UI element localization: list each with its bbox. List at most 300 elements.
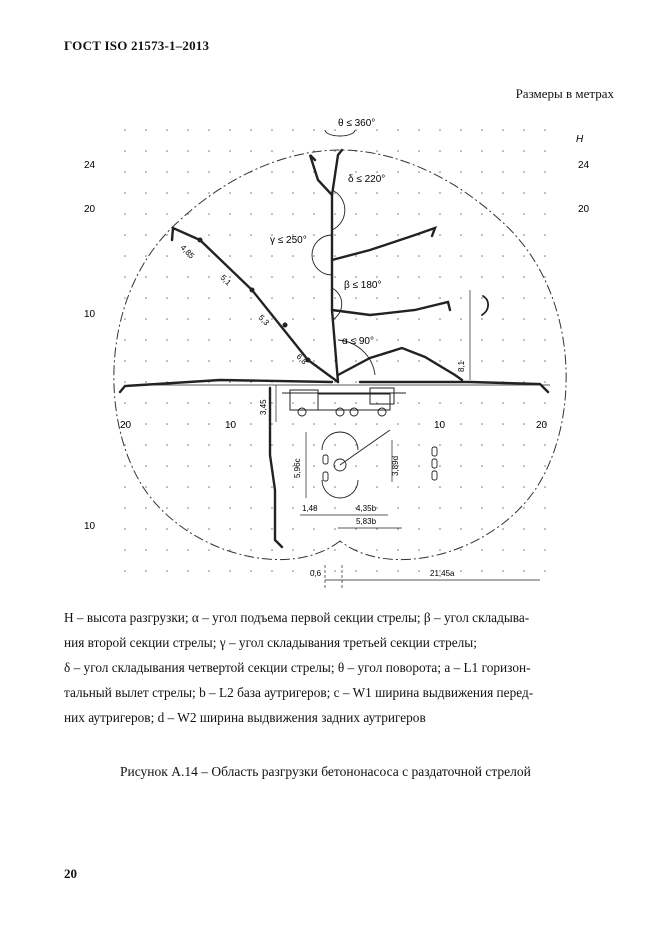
grid-dot [502,276,504,278]
grid-dot [355,276,357,278]
grid-dot [334,129,336,131]
grid-dot [523,192,525,194]
grid-dot [292,528,294,530]
grid-dot [145,444,147,446]
grid-dot [208,339,210,341]
grid-dot [481,276,483,278]
grid-dot [334,423,336,425]
grid-dot [523,297,525,299]
grid-dot [439,486,441,488]
grid-dot [124,507,126,509]
grid-dot [502,213,504,215]
grid-dot [376,444,378,446]
grid-dot [376,486,378,488]
grid-dot [544,276,546,278]
grid-dot [481,150,483,152]
grid-dot [229,549,231,551]
grid-dot [166,276,168,278]
grid-dot [187,402,189,404]
grid-dot [208,276,210,278]
grid-dot [418,318,420,320]
grid-dot [208,486,210,488]
grid-dot [187,339,189,341]
grid-dot [376,213,378,215]
gamma-label: γ ≤ 250° [270,235,307,246]
grid-dot [208,255,210,257]
grid-dot [250,486,252,488]
grid-dot [250,444,252,446]
grid-dot [292,213,294,215]
grid-dot [124,402,126,404]
grid-dot [187,507,189,509]
grid-dot [502,318,504,320]
grid-dot [523,129,525,131]
grid-dot [124,297,126,299]
grid-dot [523,318,525,320]
grid-dot [250,255,252,257]
grid-dot [250,402,252,404]
grid-dot [250,297,252,299]
grid-dot [313,528,315,530]
grid-dot [397,444,399,446]
grid-dot [502,360,504,362]
grid-dot [460,507,462,509]
grid-dot [460,129,462,131]
grid-dot [208,192,210,194]
grid-dot [523,444,525,446]
grid-dot [124,339,126,341]
grid-dot [292,150,294,152]
grid-dot [502,507,504,509]
grid-dot [187,192,189,194]
grid-dot [166,297,168,299]
grid-dot [418,360,420,362]
grid-dot [460,444,462,446]
boom-gamma [332,228,435,260]
grid-dot [544,129,546,131]
grid-dot [502,549,504,551]
grid-dot [250,276,252,278]
grid-dot [397,297,399,299]
boom-sec-485: 4,85 [178,243,196,261]
grid-dot [313,549,315,551]
grid-dot [292,570,294,572]
grid-dot [439,255,441,257]
grid-dot [355,381,357,383]
boom-diagonal [172,228,338,382]
grid-dot [208,528,210,530]
figure-legend [64,605,614,730]
grid-dot [355,171,357,173]
dim-2145: 21,45a [430,569,455,578]
dim-583: 5,83b [356,517,377,526]
grid-dot [187,297,189,299]
grid-dot [502,465,504,467]
dim-148: 1,48 [302,504,318,513]
grid-dot [187,444,189,446]
grid-dot [460,423,462,425]
grid-dot [544,234,546,236]
grid-dot [481,465,483,467]
grid-dot [271,297,273,299]
dim-345: 3,45 [259,399,268,415]
theta-label: θ ≤ 360° [338,118,376,129]
grid-dot [313,276,315,278]
grid-dot [502,297,504,299]
grid-dot [544,402,546,404]
grid-dot [250,549,252,551]
grid-dot [187,570,189,572]
grid-dot [250,129,252,131]
grid-dot [124,528,126,530]
grid-dot [229,192,231,194]
grid-dot [376,234,378,236]
grid-dot [460,528,462,530]
grid-dot [271,255,273,257]
grid-dot [544,486,546,488]
grid-dot [376,465,378,467]
grid-dot [145,486,147,488]
grid-dot [313,339,315,341]
grid-dot [481,444,483,446]
grid-dot [145,150,147,152]
dim-435: 4,35b [356,504,377,513]
grid-dot [376,318,378,320]
grid-dot [124,192,126,194]
grid-dot [418,549,420,551]
grid-dot [502,171,504,173]
left-tick-20: 20 [84,204,96,215]
left-tick-10-down: 10 [84,521,96,532]
grid-dot [397,507,399,509]
grid-dot [145,213,147,215]
grid-dot [208,444,210,446]
grid-dot [481,360,483,362]
grid-dot [187,423,189,425]
legend-line: δ – угол складывания четвертой секции стрелы; θ – угол поворота; a – L1 горизон- [64,660,531,675]
grid-dot [523,528,525,530]
grid-dot [145,297,147,299]
grid-dot [502,150,504,152]
grid-dot [397,276,399,278]
grid-dot [502,528,504,530]
grid-dot [229,318,231,320]
grid-dot [376,192,378,194]
legend-line: тальный вылет стрелы; b – L2 база аутригеров; c – W1 ширина выдвижения перед- [64,685,534,700]
grid-dot [208,549,210,551]
boom-sec-68: 6,8 [294,352,309,367]
grid-dot [145,507,147,509]
grid-dot [187,150,189,152]
grid-dot [355,360,357,362]
grid-dot [145,129,147,131]
grid-dot [145,381,147,383]
grid-dot [229,339,231,341]
grid-dot [124,486,126,488]
boom-alpha [338,348,462,380]
grid-dot [544,444,546,446]
grid-dot [397,486,399,488]
grid-dot [271,423,273,425]
grid-dot [460,255,462,257]
left-tick-10-up: 10 [84,309,96,320]
dim-389: 3,89d [391,455,400,476]
grid-dot [271,486,273,488]
grid-dot [124,234,126,236]
grid-dot [187,549,189,551]
grid-dot [292,171,294,173]
grid-dot [208,318,210,320]
grid-dot [271,570,273,572]
grid-dot [376,423,378,425]
grid-dot [481,192,483,194]
grid-dot [271,318,273,320]
grid-dot [439,297,441,299]
h-axis-label: H [576,134,584,145]
grid-dot [439,465,441,467]
grid-dot [460,486,462,488]
grid-dot [418,255,420,257]
grid-dot [313,465,315,467]
grid-dot [124,465,126,467]
grid-dot [187,528,189,530]
grid-dot [544,507,546,509]
grid-dot [355,192,357,194]
grid-dot [544,171,546,173]
grid-dot [145,549,147,551]
grid-dot [481,129,483,131]
grid-dot [544,339,546,341]
grid-dot [166,423,168,425]
grid-dot [376,276,378,278]
grid-dot [523,339,525,341]
grid-dot [460,570,462,572]
grid-dot [271,549,273,551]
grid-dot [166,528,168,530]
grid-dot [250,360,252,362]
grid-dot [229,381,231,383]
grid-dot [229,129,231,131]
grid-dot [376,360,378,362]
grid-dot [313,213,315,215]
grid-dot [145,423,147,425]
grid-dot [208,150,210,152]
grid-dot [208,360,210,362]
grid-dot [523,549,525,551]
grid-dot [481,570,483,572]
boom-positions [120,150,548,547]
grid-dot [334,486,336,488]
grid-dot [502,486,504,488]
grid-dot [397,339,399,341]
figure-caption: Рисунок А.14 – Область разгрузки бетононасоса с раздаточной стрелой [120,764,531,779]
grid-dot [166,507,168,509]
delta-arc [332,190,345,230]
grid-dot [523,360,525,362]
grid-dot [271,276,273,278]
grid-dot [544,549,546,551]
grid-dot [124,381,126,383]
grid-dot [250,234,252,236]
grid-dot [481,234,483,236]
grid-dot [523,423,525,425]
grid-dot [187,318,189,320]
grid-dot [187,276,189,278]
grid-dot [229,507,231,509]
grid-dot [124,360,126,362]
grid-dot [187,129,189,131]
grid-dot [355,528,357,530]
grid-dot [229,402,231,404]
discharge-area-figure [70,110,610,590]
boom-hook-right [482,296,488,315]
grid-dot [544,297,546,299]
grid-dot [250,339,252,341]
grid-dot [271,339,273,341]
boom-beta [332,302,450,315]
grid-dot [334,255,336,257]
grid-dot [313,486,315,488]
grid-dot [544,318,546,320]
grid-dot [355,213,357,215]
page-number: 20 [64,866,77,881]
grid-dot [166,486,168,488]
grid-dot [124,213,126,215]
grid-dot [334,213,336,215]
legend-line: них аутригеров; d – W2 ширина выдвижения задних аутригеров [64,710,426,725]
grid-dot [544,150,546,152]
dim-596: 5,96c [293,458,302,478]
grid-dot [397,171,399,173]
legend-line: ния второй секции стрелы; γ – угол складывания третьей секции стрелы; [64,635,477,650]
grid-dot [544,528,546,530]
grid-dot [418,444,420,446]
beta-label: β ≤ 180° [344,280,382,291]
grid-dot [439,276,441,278]
grid-dot [271,444,273,446]
grid-dot [523,486,525,488]
grid-dot [313,255,315,257]
grid-dot [376,339,378,341]
grid-dot [229,150,231,152]
grid-dot [166,402,168,404]
grid-dot [145,192,147,194]
grid-dot [439,192,441,194]
grid-dot [208,234,210,236]
grid-dot [355,444,357,446]
boom-right-horizontal [360,382,548,392]
grid-dot [208,213,210,215]
grid-dot [439,360,441,362]
grid-dot [334,507,336,509]
grid-dot [145,465,147,467]
grid-dot [523,171,525,173]
grid-dot [271,171,273,173]
grid-dot [250,570,252,572]
grid-dot [313,402,315,404]
grid-dot [166,192,168,194]
grid-dot [334,297,336,299]
grid-dot [229,528,231,530]
grid-dot [292,444,294,446]
grid-dot [292,549,294,551]
grid-dot [523,276,525,278]
grid-dot [397,234,399,236]
grid-dot [166,360,168,362]
grid-dot [145,234,147,236]
grid-dot [292,318,294,320]
grid-dot [271,360,273,362]
grid-dot [544,360,546,362]
grid-dot [166,129,168,131]
grid-dot [481,171,483,173]
grid-dot [271,213,273,215]
bottom-tick-10-right: 10 [434,420,446,431]
grid-dot [439,150,441,152]
grid-dot [145,360,147,362]
boom-sec-51: 5,1 [218,273,233,288]
grid-dot [523,570,525,572]
grid-dot [166,465,168,467]
grid-dot [502,234,504,236]
grid-dot [355,402,357,404]
grid-dot [313,297,315,299]
grid-dot [481,213,483,215]
grid-dot [376,549,378,551]
grid-dot [334,402,336,404]
grid-dot [523,465,525,467]
grid-dot [502,423,504,425]
grid-dot [418,213,420,215]
grid-dot [355,255,357,257]
grid-dot [187,465,189,467]
grid-dot [397,360,399,362]
grid-dot [229,486,231,488]
grid-dot [229,360,231,362]
grid-dot [439,234,441,236]
grid-dot [208,570,210,572]
alpha-label: α ≤ 90° [342,336,374,347]
grid-dot [334,570,336,572]
grid-dot [313,192,315,194]
grid-dot [166,171,168,173]
grid-dot [523,255,525,257]
right-tick-20: 20 [578,204,590,215]
grid-dot [250,465,252,467]
theta-arc [325,130,355,136]
grid-dot [418,570,420,572]
grid-dot [418,402,420,404]
grid-dot [124,255,126,257]
grid-dot [292,276,294,278]
grid-dot [376,129,378,131]
boom-sec-53: 5,3 [256,313,271,328]
right-tick-24: 24 [578,160,590,171]
grid-dot [439,129,441,131]
grid-dot [250,423,252,425]
grid-dot [229,570,231,572]
grid-dot [397,318,399,320]
grid-dot [418,171,420,173]
grid-dot [292,507,294,509]
grid-dot [250,192,252,194]
grid-dot [292,255,294,257]
grid-dot [418,276,420,278]
grid-dot [229,465,231,467]
boom-top-tip [332,150,342,195]
grid-dot [397,549,399,551]
grid-dot [271,402,273,404]
